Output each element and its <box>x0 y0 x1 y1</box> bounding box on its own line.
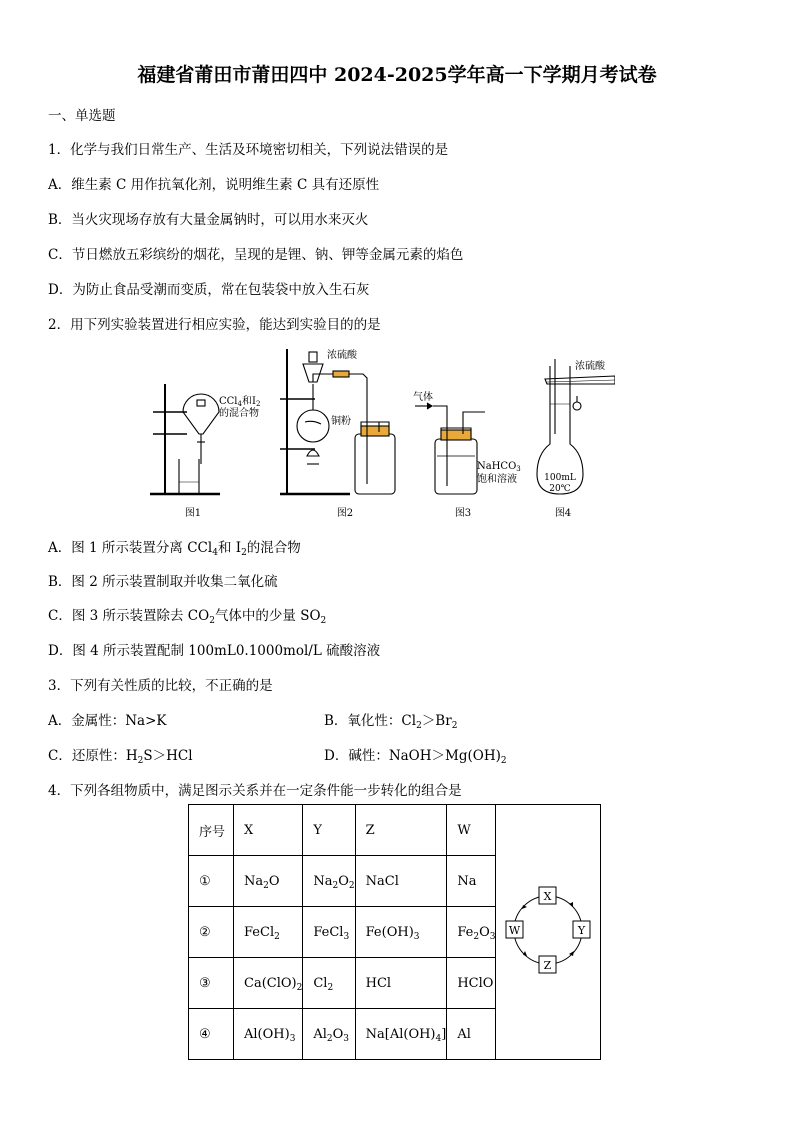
fig4-temp-label: 20℃ <box>549 484 571 494</box>
fig2-copper-label: 铜粉 <box>331 416 351 427</box>
fig1-ccl4: CCl <box>219 396 238 407</box>
fig3-gas-label: 气体 <box>413 392 433 403</box>
svg-text:NaHCO3: NaHCO$_3$ <box>477 461 521 473</box>
q4-stem: 4．下列各组物质中，满足图示关系并在一定条件能一步转化的组合是 <box>48 783 462 799</box>
header-y: Y <box>303 805 355 856</box>
row-3-z: HCl <box>355 958 447 1009</box>
page-title: 福建省莆田市莆田四中 2024-2025学年高一下学期月考试卷 <box>137 64 657 86</box>
row-3-y: $Cl_2$ <box>303 958 355 1009</box>
row-1-w: Na <box>447 856 496 907</box>
svg-text:CCl4和I2: CCl$_4$和$I_2$ <box>219 396 261 408</box>
q2-stem: 2．用下列实验装置进行相应实验，能达到实验目的的是 <box>48 317 381 333</box>
row-3-w: HClO <box>447 958 496 1009</box>
fig4-volume-label: 100mL <box>544 473 576 483</box>
conversion-diagram-cell <box>496 805 601 1060</box>
diagram-node-y: Y <box>578 924 586 937</box>
q3-option-a: A．金属性：Na>K <box>48 713 167 729</box>
q2-option-d: D．图 4 所示装置配制 100mL0.1000mol/L 硫酸溶液 <box>48 643 381 659</box>
q1-option-a: A．维生素 C 用作抗氧化剂，说明维生素 C 具有还原性 <box>48 177 380 193</box>
fig3-nahco3-label: NaHCO <box>477 461 517 472</box>
header-x: X <box>234 805 303 856</box>
fig3-caption: 图3 <box>454 508 472 519</box>
row-3-x: $Ca(ClO)_2$ <box>234 958 303 1009</box>
fig3-saturated-label: 饱和溶液 <box>477 474 517 485</box>
diagram-node-x: X <box>544 890 552 903</box>
row-4-w: Al <box>447 1009 496 1060</box>
q3-option-b: B．氧化性：$Cl_2>Br_2$ <box>324 713 458 731</box>
figure-3-wash-bottle <box>415 403 485 494</box>
q1-option-b: B．当火灾现场存放有大量金属钠时，可以用水来灭火 <box>48 212 369 228</box>
row-1-y: $Na_2O_2$ <box>303 856 355 907</box>
section-heading: 一、单选题 <box>48 108 116 124</box>
q3-stem: 3．下列有关性质的比较，不正确的是 <box>48 678 273 694</box>
row-4-z: $Na[Al(OH)_4]$ <box>355 1009 447 1060</box>
row-2-z: $Fe(OH)_3$ <box>355 907 447 958</box>
row-1-no: ① <box>189 856 234 907</box>
fig4-caption: 图4 <box>554 508 572 519</box>
fig1-caption: 图1 <box>184 508 202 519</box>
row-2-x: FeCl$_2$ <box>234 907 303 958</box>
fig2-caption: 图2 <box>336 508 354 519</box>
row-2-no: ② <box>189 907 234 958</box>
row-2-w: $Fe_2O_3$ <box>447 907 496 958</box>
figure-1-separatory-funnel <box>150 384 220 494</box>
q3-option-d: D．碱性：$NaOH>Mg(OH)_2$ <box>324 748 507 766</box>
diagram-node-z: Z <box>544 959 552 972</box>
row-3-no: ③ <box>189 958 234 1009</box>
row-1-x: $Na_2O$ <box>234 856 303 907</box>
fig4-acid-label: 浓硫酸 <box>575 361 605 372</box>
row-2-y: FeCl$_3$ <box>303 907 355 958</box>
row-4-y: $Al_2O_3$ <box>303 1009 355 1060</box>
row-1-z: NaCl <box>355 856 447 907</box>
conversion-cycle-diagram <box>498 880 598 980</box>
diagram-node-w: W <box>509 924 521 937</box>
fig2-acid-label: 浓硫酸 <box>327 350 357 361</box>
fig1-mixture-label: 的混合物 <box>219 408 259 419</box>
q1-stem: 1．化学与我们日常生产、生活及环境密切相关，下列说法错误的是 <box>48 142 449 158</box>
q2-option-b: B．图 2 所示装置制取并收集二氧化硫 <box>48 574 278 590</box>
q4-table <box>188 804 601 1060</box>
q3-option-c: C．还原性：$H_2S>HCl$ <box>48 748 193 766</box>
row-4-x: $Al(OH)_3$ <box>234 1009 303 1060</box>
header-w: W <box>447 805 496 856</box>
q2-apparatus-figures <box>145 344 615 524</box>
q2-option-a: A．图 1 所示装置分离 CCl$_4$和 $I_2$的混合物 <box>48 540 301 558</box>
row-4-no: ④ <box>189 1009 234 1060</box>
table-header-row <box>189 805 601 856</box>
q1-option-c: C．节日燃放五彩缤纷的烟花，呈现的是锂、钠、钾等金属元素的焰色 <box>48 247 464 263</box>
header-no: 序号 <box>189 805 234 856</box>
q2-option-c: C．图 3 所示装置除去 $CO_2$气体中的少量 $SO_2$ <box>48 608 327 626</box>
header-z: Z <box>355 805 447 856</box>
q1-option-d: D．为防止食品受潮而变质，常在包装袋中放入生石灰 <box>48 282 370 298</box>
